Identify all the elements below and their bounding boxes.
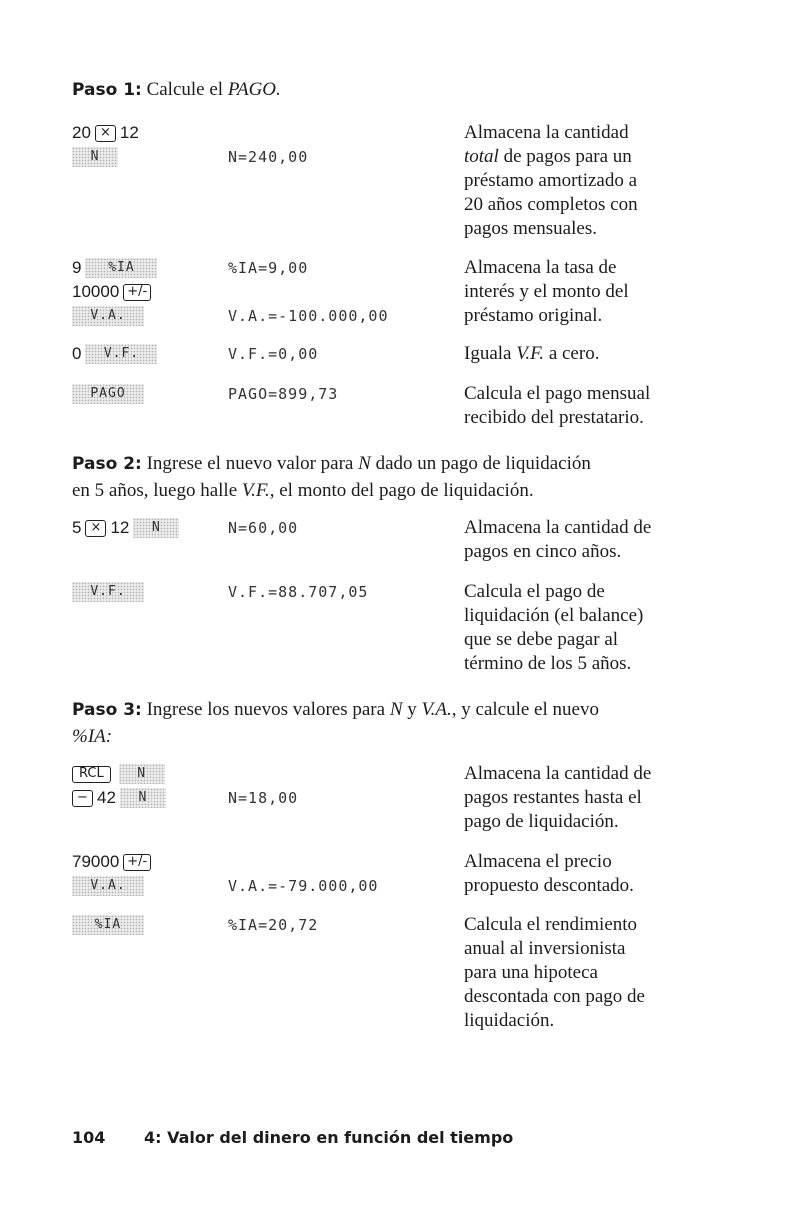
multiply-key[interactable]: × xyxy=(95,125,116,142)
keystrokes: RCL N − 42 N xyxy=(72,762,222,810)
step-1-heading xyxy=(72,76,672,103)
step-2-line-2: en 5 años, luego halle V.F., el monto del pago de liquidación. xyxy=(72,480,534,501)
ia-softkey[interactable]: %IA xyxy=(72,915,144,935)
change-sign-key[interactable]: +/- xyxy=(123,854,151,871)
description: Almacena la cantidad de pagos en cinco años. xyxy=(464,517,652,562)
description: Almacena la cantidad total de pagos para un préstamo amortizado a 20 años completos con pagos mensuales. xyxy=(464,122,638,239)
step-1-label: Paso 1: xyxy=(72,80,142,100)
keystrokes xyxy=(72,382,222,406)
minus-key[interactable]: − xyxy=(72,790,93,807)
display-output: V.F.=0,00 xyxy=(228,345,319,363)
change-sign-key[interactable]: +/- xyxy=(123,284,151,301)
vf-softkey[interactable]: V.F. xyxy=(85,344,157,364)
keystrokes xyxy=(72,580,222,604)
step-1-text: Calcule el PAGO. xyxy=(141,79,281,100)
n-softkey[interactable]: N xyxy=(133,518,179,538)
description: Almacena el precio propuesto descontado. xyxy=(464,851,634,896)
keystrokes: 5 × 12 N xyxy=(72,516,222,540)
display-output: PAGO=899,73 xyxy=(228,385,339,403)
display-output: N=18,00 xyxy=(228,789,299,807)
ia-softkey[interactable]: %IA xyxy=(85,258,157,278)
step-3-heading xyxy=(72,696,672,750)
display-output: N=240,00 xyxy=(228,148,309,166)
step-2-label: Paso 2: xyxy=(72,454,142,474)
n-softkey[interactable]: N xyxy=(119,764,165,784)
step-3-line-2: %IA: xyxy=(72,726,113,747)
keystrokes: 9 %IA 10000 +/- V.A. xyxy=(72,256,222,328)
display-output: N=60,00 xyxy=(228,519,299,537)
chapter-title: 4: Valor del dinero en función del tiempo xyxy=(144,1128,514,1147)
display-output: %IA=20,72 xyxy=(228,916,319,934)
keystrokes: 20 × 12 N xyxy=(72,121,222,169)
display-output: V.F.=88.707,05 xyxy=(228,583,369,601)
keystrokes xyxy=(72,913,222,937)
va-softkey[interactable]: V.A. xyxy=(72,306,144,326)
n-softkey[interactable]: N xyxy=(120,788,166,808)
keystrokes: 79000 +/- V.A. xyxy=(72,850,222,898)
rcl-key[interactable]: RCL xyxy=(72,766,111,783)
step-3-line-1: Ingrese los nuevos valores para N y V.A., y calcule el nuevo xyxy=(141,699,599,720)
display-output: %IA=9,00 V.A.=-100.000,00 xyxy=(228,259,389,325)
description: Iguala V.F. a cero. xyxy=(464,343,600,364)
step-2-heading xyxy=(72,450,672,504)
multiply-key[interactable]: × xyxy=(85,520,106,537)
description: Calcula el pago mensual recibido del prestatario. xyxy=(464,383,651,428)
display-output: V.A.=-79.000,00 xyxy=(228,877,379,895)
page-number: 104 xyxy=(72,1128,106,1147)
step-3-label: Paso 3: xyxy=(72,700,142,720)
pago-softkey[interactable]: PAGO xyxy=(72,384,144,404)
n-softkey[interactable]: N xyxy=(72,147,118,167)
description: Calcula el rendimiento anual al inversionista para una hipoteca descontada con pago de liquidación. xyxy=(464,914,645,1031)
description: Almacena la cantidad de pagos restantes hasta el pago de liquidación. xyxy=(464,763,652,832)
keystrokes: 0 V.F. xyxy=(72,342,222,366)
description: Calcula el pago de liquidación (el balance) que se debe pagar al término de los 5 años. xyxy=(464,581,644,674)
description: Almacena la tasa de interés y el monto del préstamo original. xyxy=(464,257,629,326)
step-2-line-1: Ingrese el nuevo valor para N dado un pago de liquidación xyxy=(141,453,591,474)
page-footer xyxy=(72,1128,712,1147)
vf-softkey[interactable]: V.F. xyxy=(72,582,144,602)
va-softkey[interactable]: V.A. xyxy=(72,876,144,896)
